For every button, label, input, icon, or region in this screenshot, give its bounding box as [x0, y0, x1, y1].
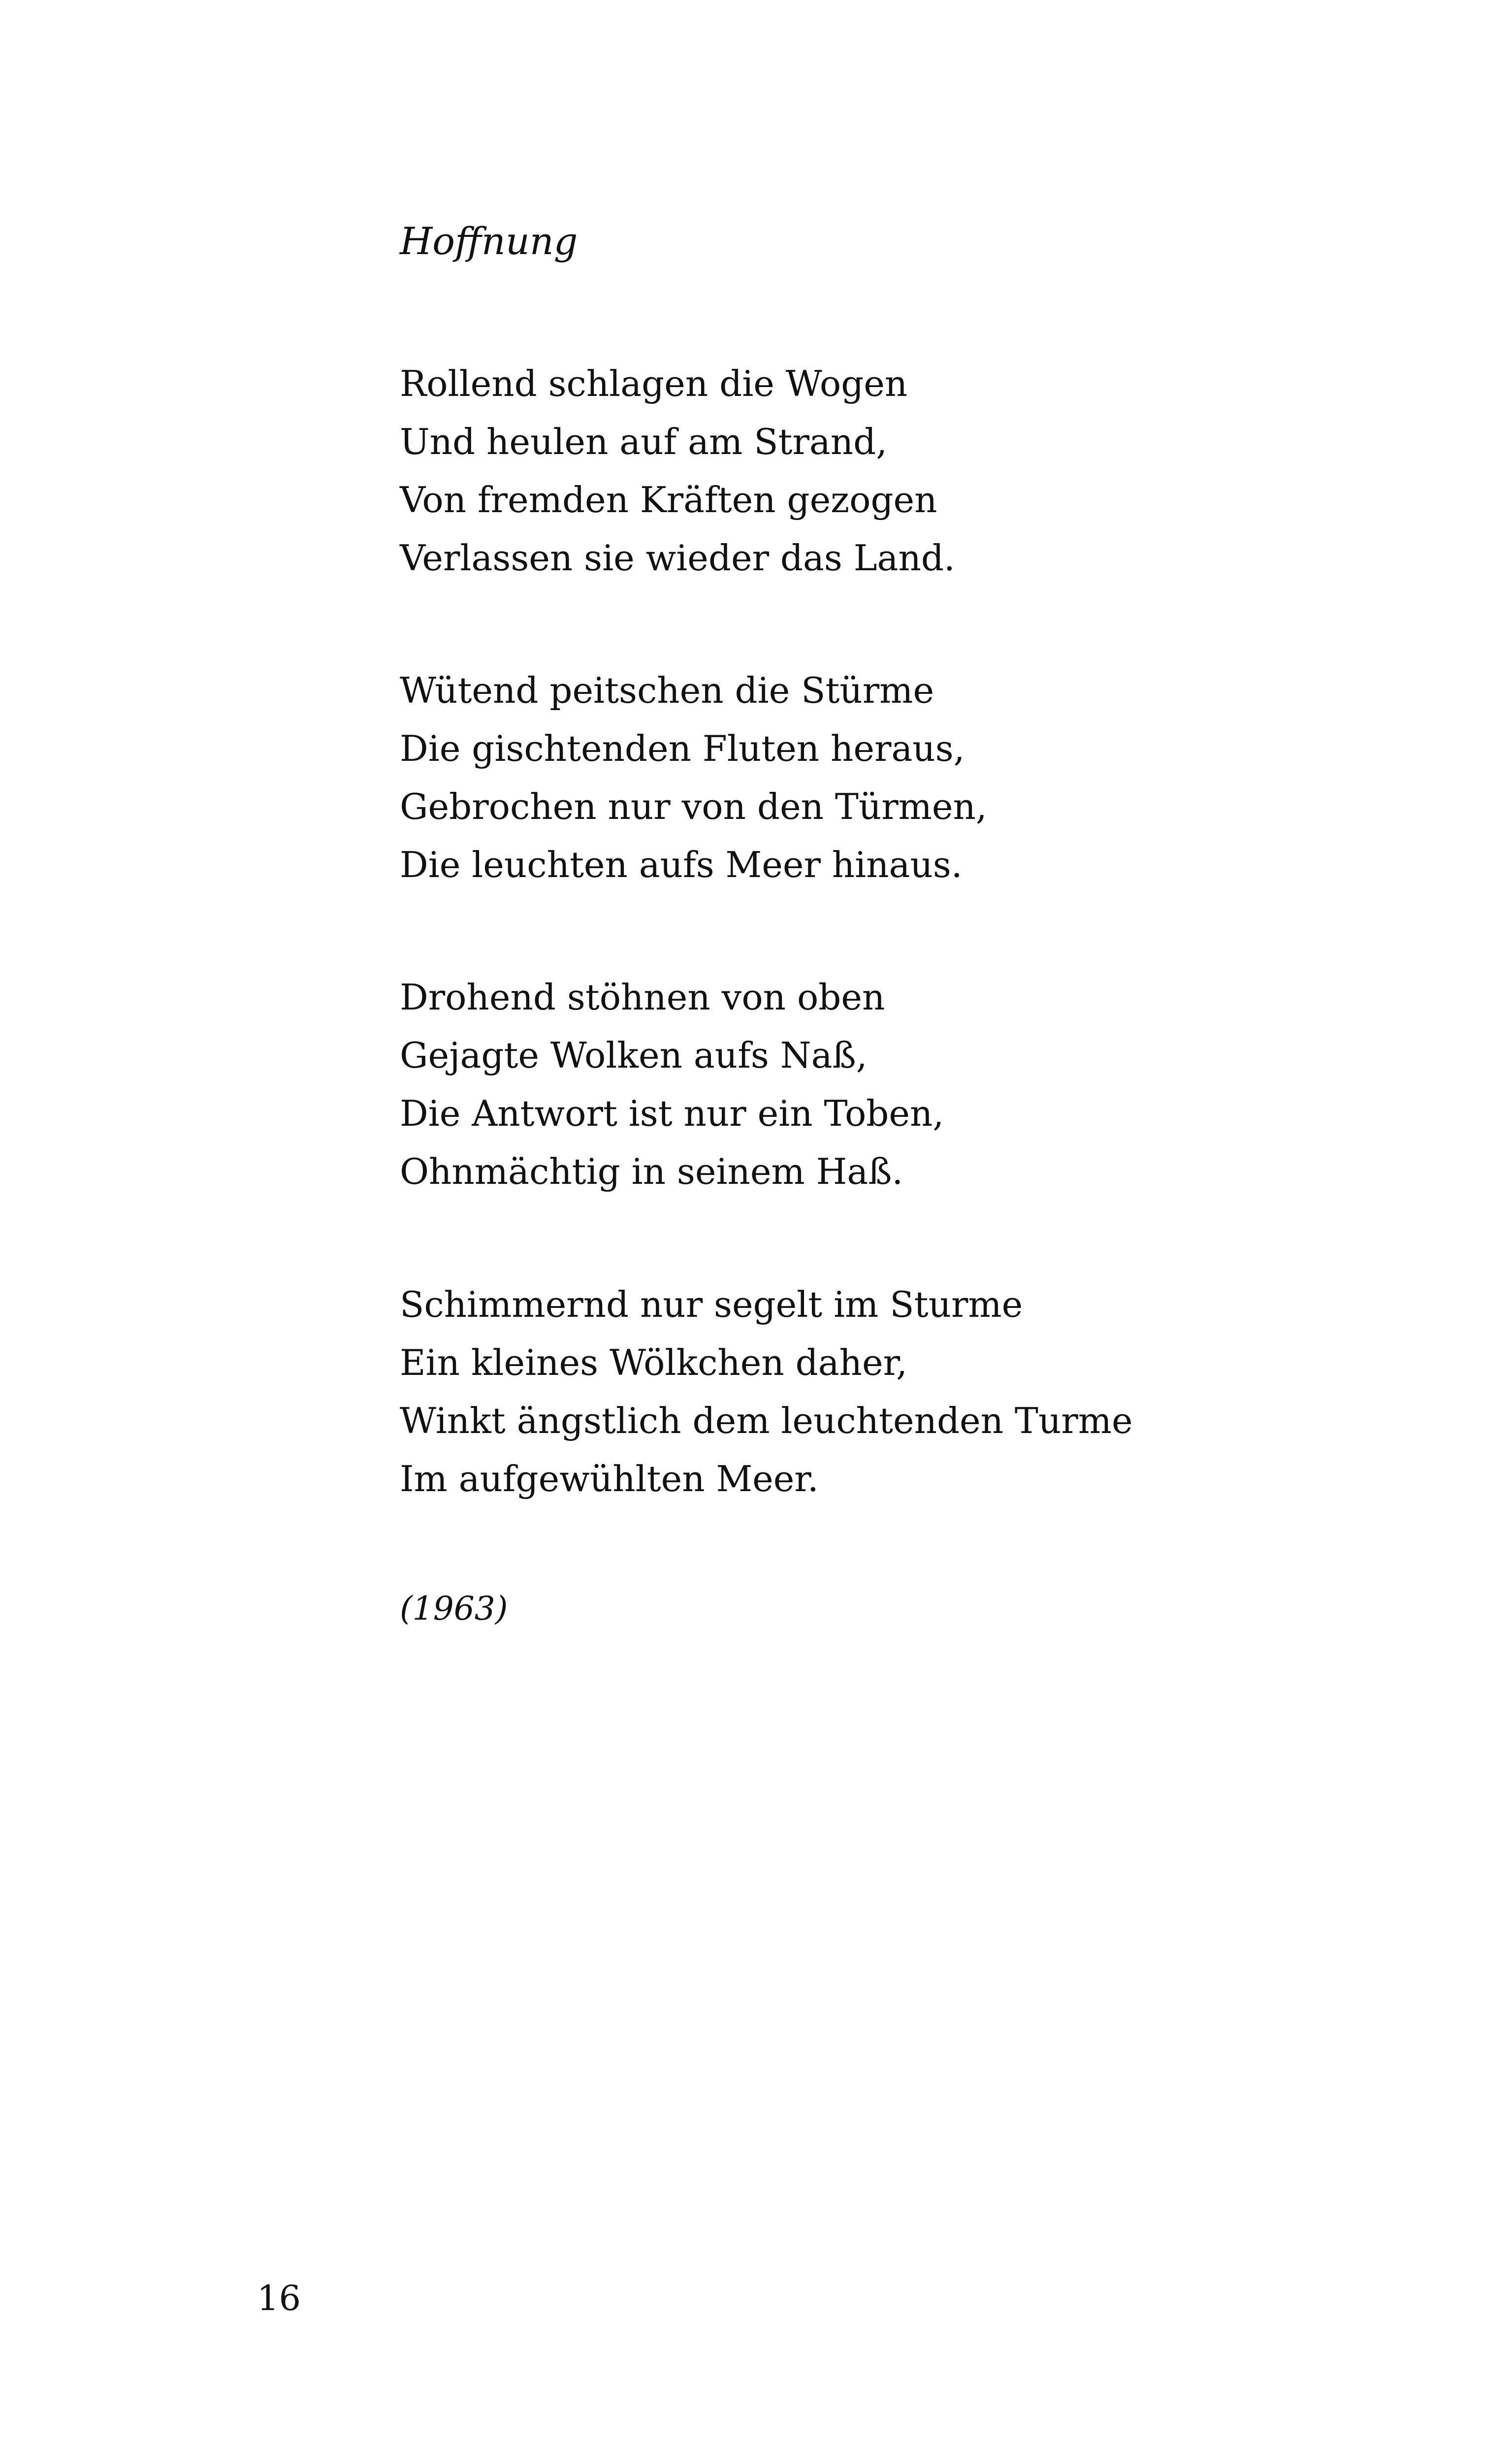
stanza-1: [400, 355, 955, 587]
poem-line: Drohend stöhnen von oben: [400, 977, 885, 1018]
poem-line: Schimmernd nur segelt im Sturme: [400, 1284, 1023, 1325]
poem-date: (1963): [400, 1590, 508, 1628]
poem-line: Rollend schlagen die Wogen: [400, 363, 908, 404]
poem-line: Verlassen sie wieder das Land.: [400, 537, 955, 579]
poem-line: Gejagte Wolken aufs Naß,: [400, 1035, 868, 1076]
poem-title: Hoffnung: [400, 219, 578, 263]
poem-line: Ohnmächtig in seinem Haß.: [400, 1151, 903, 1192]
poem-line: Und heulen auf am Strand,: [400, 421, 888, 462]
stanza-3: [400, 968, 944, 1201]
page-number: 16: [257, 2278, 301, 2318]
poem-line: Wütend peitschen die Stürme: [400, 670, 934, 711]
poem-line: Winkt ängstlich dem leuchtenden Turme: [400, 1400, 1133, 1441]
poem-line: Gebrochen nur von den Türmen,: [400, 786, 987, 827]
stanza-4: [400, 1275, 1133, 1508]
poem-line: Die leuchten aufs Meer hinaus.: [400, 844, 963, 885]
poem-line: Ein kleines Wölkchen daher,: [400, 1342, 908, 1383]
stanza-2: [400, 661, 987, 894]
poem-line: Im aufgewühlten Meer.: [400, 1458, 819, 1499]
poem-line: Von fremden Kräften gezogen: [400, 479, 937, 521]
poem-line: Die gischtenden Fluten heraus,: [400, 728, 965, 769]
poem-line: Die Antwort ist nur ein Toben,: [400, 1093, 944, 1134]
